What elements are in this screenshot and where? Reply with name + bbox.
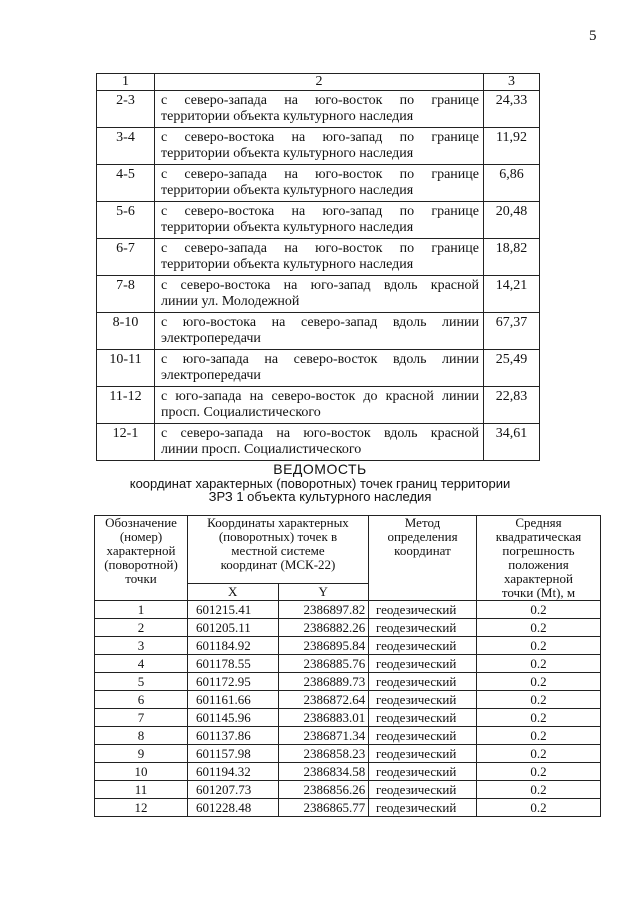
coordinate-row [95,637,601,655]
segment-points [97,276,155,313]
coord-x: 601184.92 [188,637,279,655]
point-number: 9 [95,745,188,763]
mean-error: 0.2 [477,673,601,691]
segment-description-line-2: просп. Социалистического [161,405,321,420]
point-number: 2 [95,619,188,637]
header-text: Метод [404,515,441,530]
segment-row [97,239,540,276]
segment-points-text: 8-10 [112,315,139,330]
segment-description-line-1: с северо-запада на юго-восток по границе [161,93,479,108]
coord-y: 2386856.26 [278,781,369,799]
segment-points [97,350,155,387]
header-text: точки (Mt), м [501,585,576,600]
segment-length-text: 14,21 [495,278,528,293]
segment-length-text: 24,33 [495,93,528,108]
coordinates-table [94,515,601,817]
mean-error: 0.2 [477,709,601,727]
method: геодезический [369,745,477,763]
coordinate-row [95,745,601,763]
segment-description [155,424,484,461]
segment-points [97,239,155,276]
header-text: квадратическая [495,529,582,544]
segment-length [484,239,540,276]
segment-length [484,165,540,202]
point-number: 8 [95,727,188,745]
segment-length-text: 11,92 [496,130,527,145]
segment-points-text: 6-7 [116,241,135,256]
segment-points-text: 7-8 [116,278,135,293]
segment-row [97,165,540,202]
coordinate-row [95,655,601,673]
coord-x: 601137.86 [188,727,279,745]
segment-description-text [155,91,483,125]
segment-length-text: 25,49 [495,352,528,367]
segment-description-text [155,313,483,347]
header-text: погрешность [502,543,575,558]
mean-error: 0.2 [477,691,601,709]
segment-length-text: 18,82 [495,241,528,256]
header-text: координат [394,543,451,558]
point-number: 3 [95,637,188,655]
coord-y: 2386865.77 [278,799,369,817]
segment-description-line-1: с юго-востока на северо-запад вдоль линии [161,315,479,330]
segment-points [97,202,155,239]
coord-x: 601207.73 [188,781,279,799]
coord-x: 601194.32 [188,763,279,781]
method: геодезический [369,727,477,745]
header-text: Средняя [515,515,562,530]
coord-x: 601172.95 [188,673,279,691]
header-text: координат (МСК-22) [220,557,336,572]
segment-description [155,239,484,276]
segment-description-line-2: территории объекта культурного наследия [161,220,414,235]
segment-row [97,387,540,424]
segment-description-text [155,387,483,421]
segment-length [484,350,540,387]
point-number: 6 [95,691,188,709]
segment-description [155,387,484,424]
segment-description-line-1: с северо-запада на юго-восток по границе [161,167,479,182]
point-number: 5 [95,673,188,691]
coordinate-row [95,781,601,799]
segment-description-text [155,239,483,273]
coord-x: 601228.48 [188,799,279,817]
segment-description-text [155,424,483,458]
point-number: 10 [95,763,188,781]
segment-row [97,276,540,313]
segment-length-text: 22,83 [495,389,528,404]
segment-length-text: 67,37 [495,315,528,330]
mean-error: 0.2 [477,745,601,763]
segment-length [484,128,540,165]
header-text: Координаты характерных [207,515,349,530]
header-text: точки [125,571,157,586]
segment-description [155,165,484,202]
header-text: характерной [106,543,176,558]
header-text: характерной [504,571,573,586]
segment-description-line-1: с юго-запада на северо-восток вдоль линии [161,352,479,367]
header-y: Y [278,584,369,601]
segments-col-1-header: 1 [97,74,155,91]
segment-length [484,276,540,313]
segment-description-line-1: с северо-востока на юго-запад вдоль красной [161,278,479,293]
segment-description [155,91,484,128]
header-text: Обозначение [105,515,177,530]
coordinates-table-header [95,516,601,584]
coord-y: 2386882.26 [278,619,369,637]
segment-description-line-1: с северо-запада на юго-восток вдоль красной [161,426,479,441]
segment-description [155,276,484,313]
segment-description-line-2: линии просп. Социалистического [161,442,362,457]
coordinate-row [95,799,601,817]
method: геодезический [369,637,477,655]
coord-x: 601161.66 [188,691,279,709]
coordinate-row [95,601,601,619]
segment-points-text: 10-11 [109,352,142,367]
header-mean-error [477,516,601,601]
segment-description [155,350,484,387]
header-text: положения [508,557,569,572]
header-text: определения [387,529,458,544]
segment-description-text [155,350,483,384]
header-point-designation [95,516,188,601]
coordinate-row [95,709,601,727]
method: геодезический [369,691,477,709]
method: геодезический [369,763,477,781]
segment-points [97,128,155,165]
coord-x: 601215.41 [188,601,279,619]
method: геодезический [369,655,477,673]
segment-row [97,202,540,239]
segment-points-text: 2-3 [116,93,135,108]
method: геодезический [369,601,477,619]
statement-subtitle-line-2: ЗРЗ 1 объекта культурного наследия [208,489,432,504]
segment-length [484,202,540,239]
segment-description-line-2: территории объекта культурного наследия [161,183,414,198]
segment-points [97,313,155,350]
segment-row [97,128,540,165]
segment-points-text: 11-12 [109,389,142,404]
segment-points-text: 12-1 [112,426,139,441]
segment-row [97,91,540,128]
statement-title: ВЕДОМОСТЬ [273,461,367,477]
segment-description-line-2: линии ул. Молодежной [161,294,300,309]
coord-y: 2386889.73 [278,673,369,691]
segment-description-line-1: с северо-запада на юго-восток по границе [161,241,479,256]
point-number: 12 [95,799,188,817]
segments-table-header [97,74,540,91]
segment-description-text [155,165,483,199]
segment-description-line-2: территории объекта культурного наследия [161,257,414,272]
header-text: местной системе [231,543,325,558]
point-number: 11 [95,781,188,799]
page-number: 5 [589,28,597,44]
method: геодезический [369,781,477,799]
header-text: (поворотной) [104,557,178,572]
header-coordinates [188,516,369,584]
mean-error: 0.2 [477,655,601,673]
header-x: X [188,584,279,601]
coord-y: 2386885.76 [278,655,369,673]
method: геодезический [369,709,477,727]
segment-description-line-1: с северо-востока на юго-запад по границе [161,130,479,145]
segment-description-line-1: с юго-запада на северо-восток до красной линии [161,389,479,404]
header-text: (номер) [119,529,163,544]
mean-error: 0.2 [477,799,601,817]
segment-points-text: 3-4 [116,130,135,145]
mean-error: 0.2 [477,601,601,619]
segment-row [97,313,540,350]
coord-y: 2386858.23 [278,745,369,763]
point-number: 7 [95,709,188,727]
point-number: 1 [95,601,188,619]
coord-x: 601205.11 [188,619,279,637]
coord-y: 2386871.34 [278,727,369,745]
coordinate-row [95,673,601,691]
segment-points [97,91,155,128]
segments-table [96,73,540,461]
coordinate-row [95,763,601,781]
coord-y: 2386834.58 [278,763,369,781]
mean-error: 0.2 [477,763,601,781]
segment-points [97,424,155,461]
segment-description [155,202,484,239]
mean-error: 0.2 [477,619,601,637]
coordinate-row [95,619,601,637]
segment-length [484,387,540,424]
segment-description-text [155,202,483,236]
mean-error: 0.2 [477,637,601,655]
mean-error: 0.2 [477,727,601,745]
segment-points [97,165,155,202]
segment-row [97,350,540,387]
coord-x: 601157.98 [188,745,279,763]
coord-x: 601145.96 [188,709,279,727]
segment-description-line-2: территории объекта культурного наследия [161,109,414,124]
point-number: 4 [95,655,188,673]
statement-subtitle-line-1: координат характерных (поворотных) точек границ территории [129,476,511,491]
segment-points [97,387,155,424]
coord-y: 2386883.01 [278,709,369,727]
method: геодезический [369,619,477,637]
segment-description [155,313,484,350]
segments-col-3-header: 3 [484,74,540,91]
segment-length-text: 6,86 [499,167,524,182]
segment-length [484,424,540,461]
segment-description-line-2: электропередачи [161,331,261,346]
coord-y: 2386872.64 [278,691,369,709]
segment-description-text [155,276,483,310]
segment-points-text: 4-5 [116,167,135,182]
segment-length [484,313,540,350]
segment-description [155,128,484,165]
segments-col-2-header: 2 [155,74,484,91]
mean-error: 0.2 [477,781,601,799]
method: геодезический [369,673,477,691]
segment-row [97,424,540,461]
coordinate-row [95,691,601,709]
segment-length-text: 34,61 [495,426,528,441]
coordinate-row [95,727,601,745]
coord-y: 2386897.82 [278,601,369,619]
header-method [369,516,477,601]
segment-length [484,91,540,128]
method: геодезический [369,799,477,817]
segment-description-line-2: электропередачи [161,368,261,383]
header-text: (поворотных) точек в [218,529,338,544]
segment-description-text [155,128,483,162]
segment-points-text: 5-6 [116,204,135,219]
segment-length-text: 20,48 [495,204,528,219]
segment-description-line-1: с северо-востока на юго-запад по границе [161,204,479,219]
coord-x: 601178.55 [188,655,279,673]
coord-y: 2386895.84 [278,637,369,655]
segment-description-line-2: территории объекта культурного наследия [161,146,414,161]
